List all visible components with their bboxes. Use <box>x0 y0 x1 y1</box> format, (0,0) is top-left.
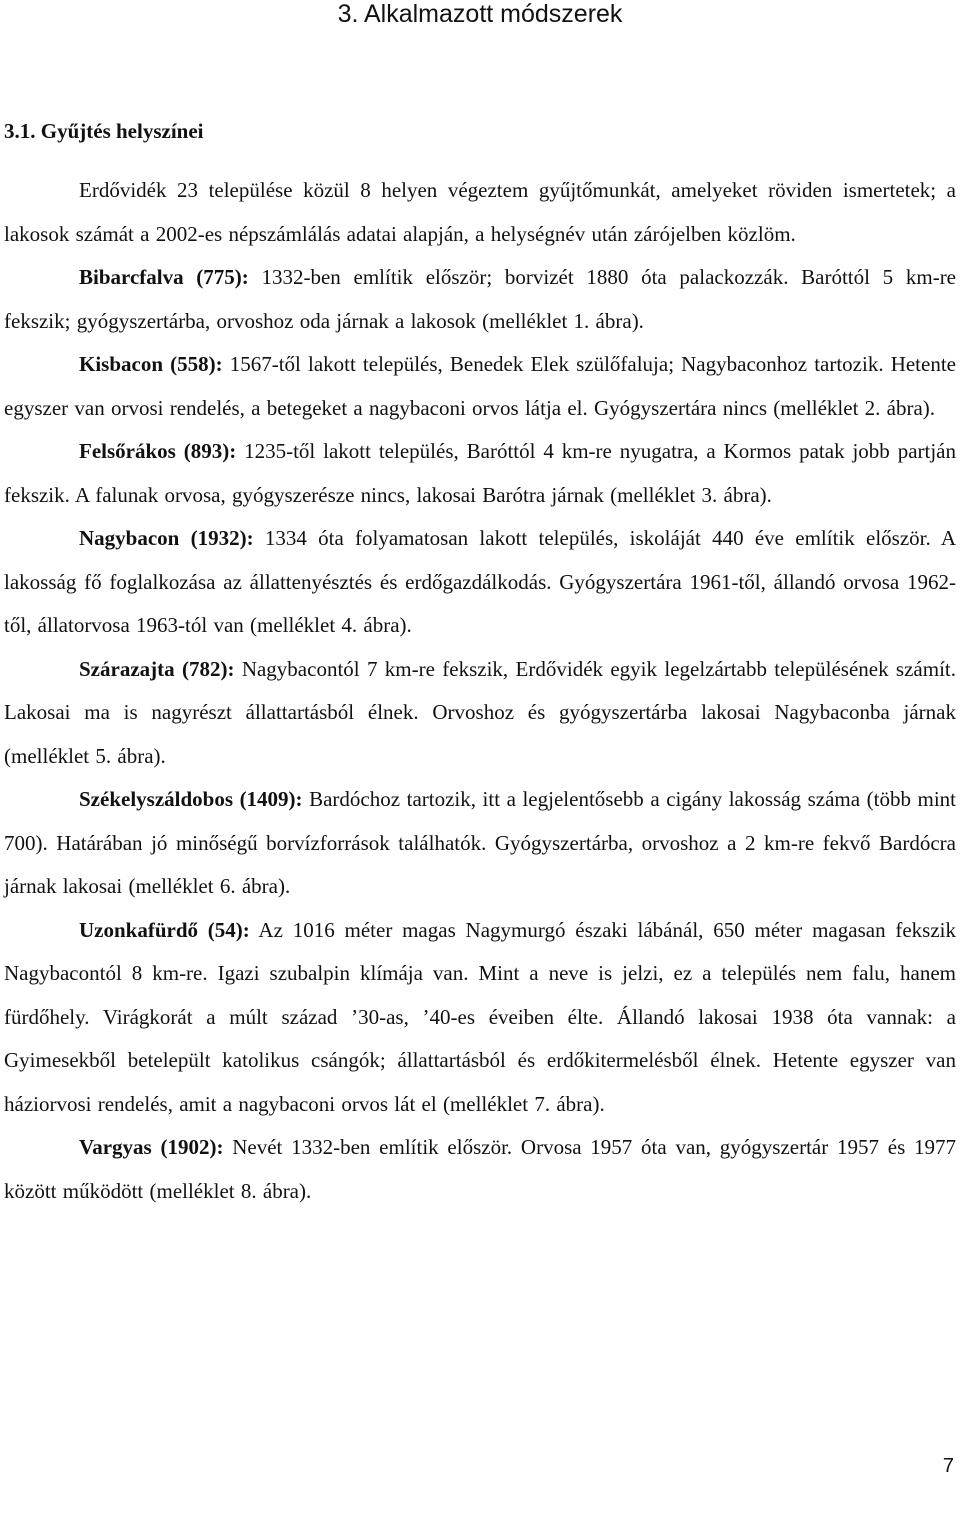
paragraph-text: 1235-től lakott település, Baróttól 4 km-re nyugatra, a Kormos patak jobb partján fekszik. A falunak orvosa, gyógyszerésze nincs, lakosai Barótra járnak (melléklet 3. ábra). <box>4 439 956 507</box>
paragraph-text: Erdővidék 23 települése közül 8 helyen végeztem gyűjtőmunkát, amelyeket röviden ismertetek; a lakosok számát a 2002-es népszámlálás adatai alapján, a helységnév után zárójelben közlöm. <box>4 178 956 246</box>
settlement-paragraph-bibarcfalva <box>4 256 956 343</box>
paragraph-text: 1332-ben említik először; borvizét 1880 óta palackozzák. Baróttól 5 km-re fekszik; gyógyszertárba, orvoshoz oda járnak a lakosok (melléklet 1. ábra). <box>4 265 957 333</box>
document-body <box>4 169 956 1213</box>
settlement-name: Bibarcfalva (775): <box>79 265 249 289</box>
paragraph-text: Nevét 1332-ben említik először. Orvosa 1957 óta van, gyógyszertár 1957 és 1977 között működött (melléklet 8. ábra). <box>4 1135 956 1203</box>
paragraph-text: Nagybacontól 7 km-re fekszik, Erdővidék egyik legelzártabb településének számít. Lakosai ma is nagyrészt állattartásból élnek. Orvoshoz és gyógyszertárba lakosai Nagybaconba járnak (melléklet 5. ábra). <box>4 656 956 768</box>
intro-paragraph <box>4 169 956 256</box>
settlement-name: Vargyas (1902): <box>79 1135 224 1159</box>
section-title: Gyűjtés helyszínei <box>40 119 204 143</box>
settlement-name: Kisbacon (558): <box>79 352 223 376</box>
paragraph-text: Bardóchoz tartozik, itt a legjelentősebb a cigány lakosság száma (több mint 700). Határában jó minőségű borvízforrások találhatók. Gyógyszertárba, orvoshoz a 2 km-re fekvő Bardócra járnak lakosai (melléklet 6. ábra). <box>4 787 956 898</box>
settlement-name: Nagybacon (1932): <box>79 526 254 550</box>
paragraph-text: 1334 óta folyamatosan lakott település, iskoláját 440 éve említik először. A lakosság fő foglalkozása az állattenyésztés és erdőgazdálkodás. Gyógyszertára 1961-től, állandó orvosa 1962-től, állatorvosa 1963-tól van (melléklet 4. ábra). <box>4 526 956 637</box>
paragraph-text: 1567-től lakott település, Benedek Elek szülőfaluja; Nagybaconhoz tartozik. Hetente egyszer van orvosi rendelés, a betegeket a nagybaconi orvos látja el. Gyógyszertára nincs (melléklet 2. ábra). <box>4 352 956 420</box>
settlement-paragraph-nagybacon <box>4 517 956 648</box>
settlement-paragraph-szarazajta <box>4 648 956 779</box>
section-number: 3.1. <box>4 119 36 143</box>
settlement-paragraph-vargyas <box>4 1126 956 1213</box>
chapter-heading: 3. Alkalmazott módszerek <box>337 0 623 28</box>
settlement-paragraph-kisbacon <box>4 343 956 430</box>
settlement-name: Felsőrákos (893): <box>79 439 237 463</box>
settlement-paragraph-felsorakos <box>4 430 956 517</box>
paragraph-text: Az 1016 méter magas Nagymurgó északi lábánál, 650 méter magasan fekszik Nagybacontól 8 km-re. Igazi szubalpin klímája van. Mint a neve is jelzi, ez a település nem falu, hanem fürdőhely. Virágkorát a múlt század ’30-as, ’40-es éveiben élte. Állandó lakosai 1938 óta vannak: a Gyimesekből betelepült katolikus csángók; állattartásból és erdőkitermelésből élnek. Hetente egyszer van háziorvosi rendelés, amit a nagybaconi orvos lát el (melléklet 7. ábra). <box>4 917 956 1116</box>
settlement-name: Uzonkafürdő (54): <box>79 917 250 942</box>
settlement-name: Szárazajta (782): <box>79 656 235 681</box>
section-heading <box>4 117 204 145</box>
page-number: 7 <box>942 1455 954 1477</box>
settlement-paragraph-szekelyszaldobos <box>4 778 956 909</box>
settlement-paragraph-uzonkafurdo <box>4 909 956 1127</box>
settlement-name: Székelyszáldobos (1409): <box>79 787 303 811</box>
